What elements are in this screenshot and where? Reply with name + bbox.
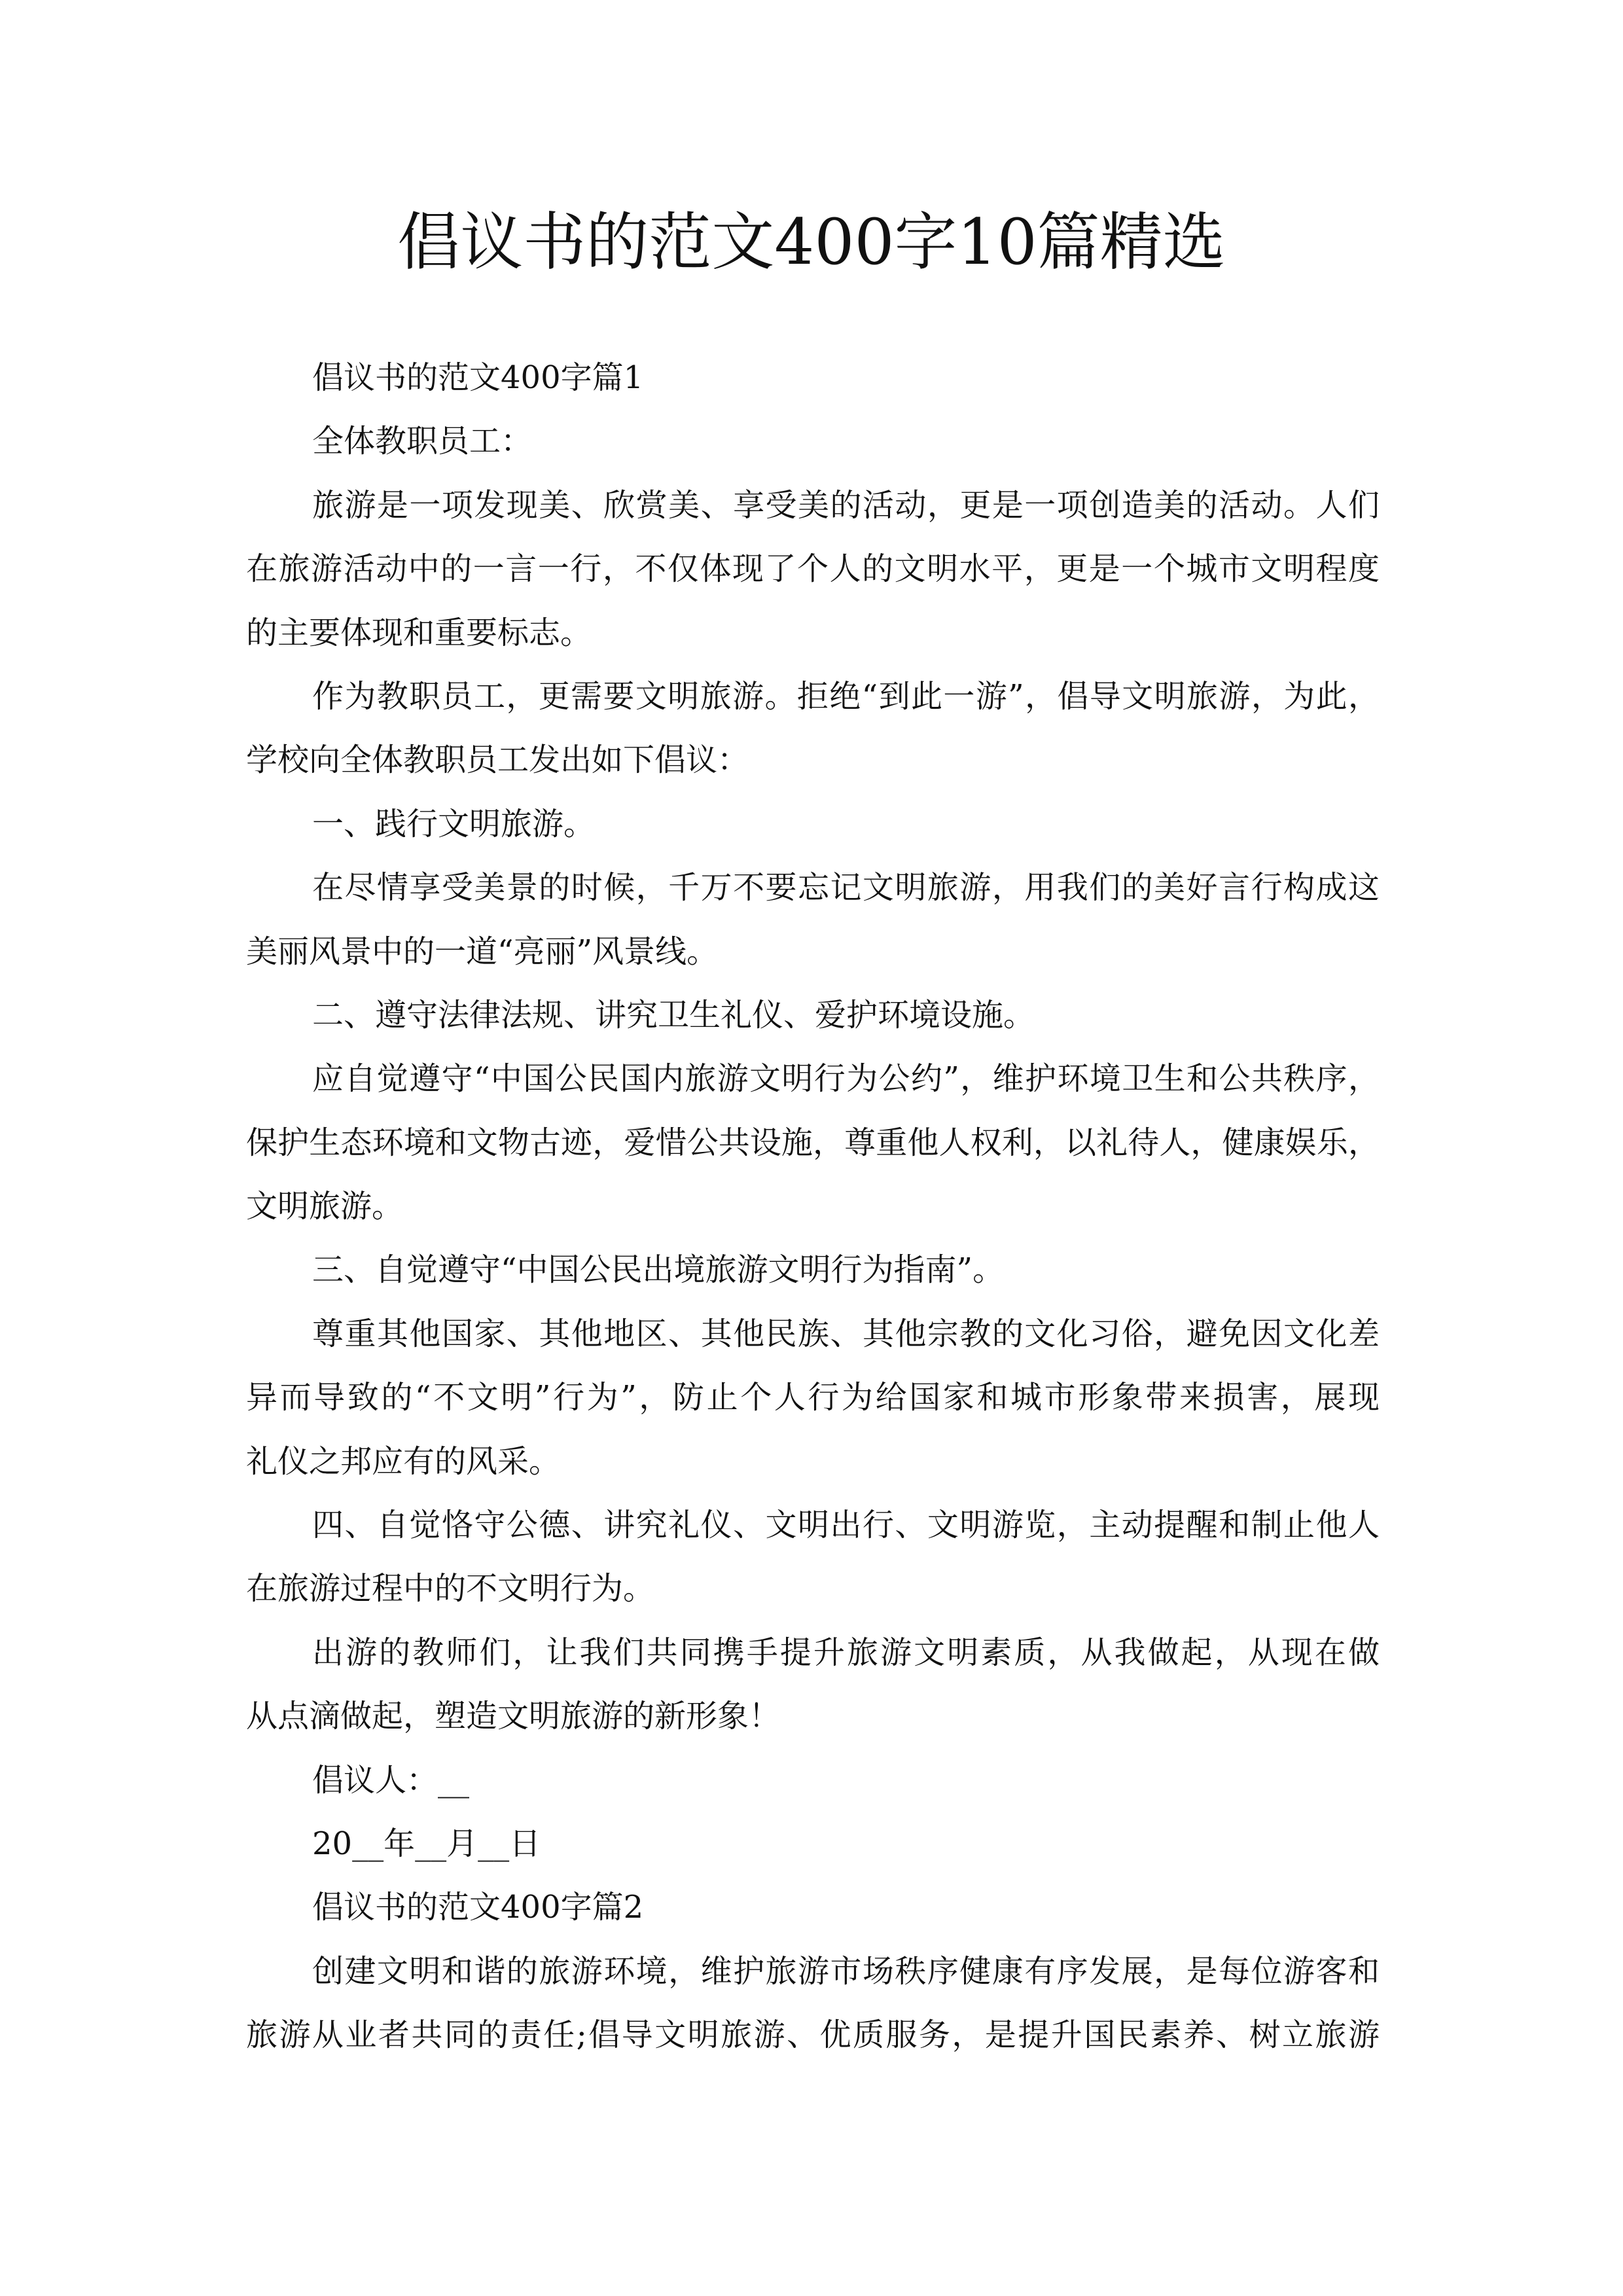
paragraph-line: 从点滴做起，塑造文明旅游的新形象！ <box>246 1698 781 1735</box>
section-heading: 倡议书的范文400字篇2 <box>312 1889 644 1926</box>
paragraph-line: 应自觉遵守“中国公民国内旅游文明行为公约”，维护环境卫生和公共秩序， <box>312 1060 1380 1098</box>
document-body <box>246 346 1380 2068</box>
section-heading: 倡议书的范文400字篇1 <box>312 359 644 396</box>
paragraph-line: 美丽风景中的一道“亮丽”风景线。 <box>246 933 719 970</box>
paragraph-line: 创建文明和谐的旅游环境，维护旅游市场秩序健康有序发展，是每位游客和 <box>312 1952 1380 1990</box>
paragraph-line: 文明旅游。 <box>246 1188 404 1225</box>
paragraph-line: 旅游从业者共同的责任;倡导文明旅游、优质服务，是提升国民素养、树立旅游 <box>246 2017 1380 2054</box>
date-line: 20__年__月__日 <box>312 1825 541 1862</box>
document-title: 倡议书的范文400字10篇精选 <box>397 206 1226 279</box>
salutation: 全体教职员工： <box>312 423 533 460</box>
paragraph-line: 学校向全体教职员工发出如下倡议： <box>246 742 749 779</box>
signature-line: 倡议人：__ <box>312 1761 470 1799</box>
item-heading: 一、践行文明旅游。 <box>312 805 596 842</box>
paragraph-line: 异而导致的“不文明”行为”，防止个人行为给国家和城市形象带来损害，展现 <box>246 1379 1380 1416</box>
item-heading: 四、自觉恪守公德、讲究礼仪、文明出行、文明游览，主动提醒和制止他人 <box>312 1507 1380 1544</box>
paragraph-line: 礼仪之邦应有的风采。 <box>246 1443 561 1480</box>
item-heading: 三、自觉遵守“中国公民出境旅游文明行为指南”。 <box>312 1251 1005 1289</box>
item-heading: 二、遵守法律法规、讲究卫生礼仪、爱护环境设施。 <box>312 996 1035 1033</box>
paragraph-line: 的主要体现和重要标志。 <box>246 614 592 651</box>
paragraph-line: 在旅游过程中的不文明行为。 <box>246 1570 655 1607</box>
paragraph-line: 保护生态环境和文物古迹，爱惜公共设施，尊重他人权利，以礼待人，健康娱乐， <box>246 1124 1380 1161</box>
paragraph-line: 出游的教师们，让我们共同携手提升旅游文明素质，从我做起，从现在做 <box>312 1634 1380 1671</box>
paragraph-line: 尊重其他国家、其他地区、其他民族、其他宗教的文化习俗，避免因文化差 <box>312 1315 1380 1352</box>
paragraph-line: 在尽情享受美景的时候，千万不要忘记文明旅游，用我们的美好言行构成这 <box>312 869 1380 906</box>
paragraph-line: 作为教职员工，更需要文明旅游。拒绝“到此一游”，倡导文明旅游，为此， <box>312 677 1380 715</box>
paragraph-line: 旅游是一项发现美、欣赏美、享受美的活动，更是一项创造美的活动。人们 <box>312 486 1380 524</box>
paragraph-line: 在旅游活动中的一言一行，不仅体现了个人的文明水平，更是一个城市文明程度 <box>246 550 1380 588</box>
